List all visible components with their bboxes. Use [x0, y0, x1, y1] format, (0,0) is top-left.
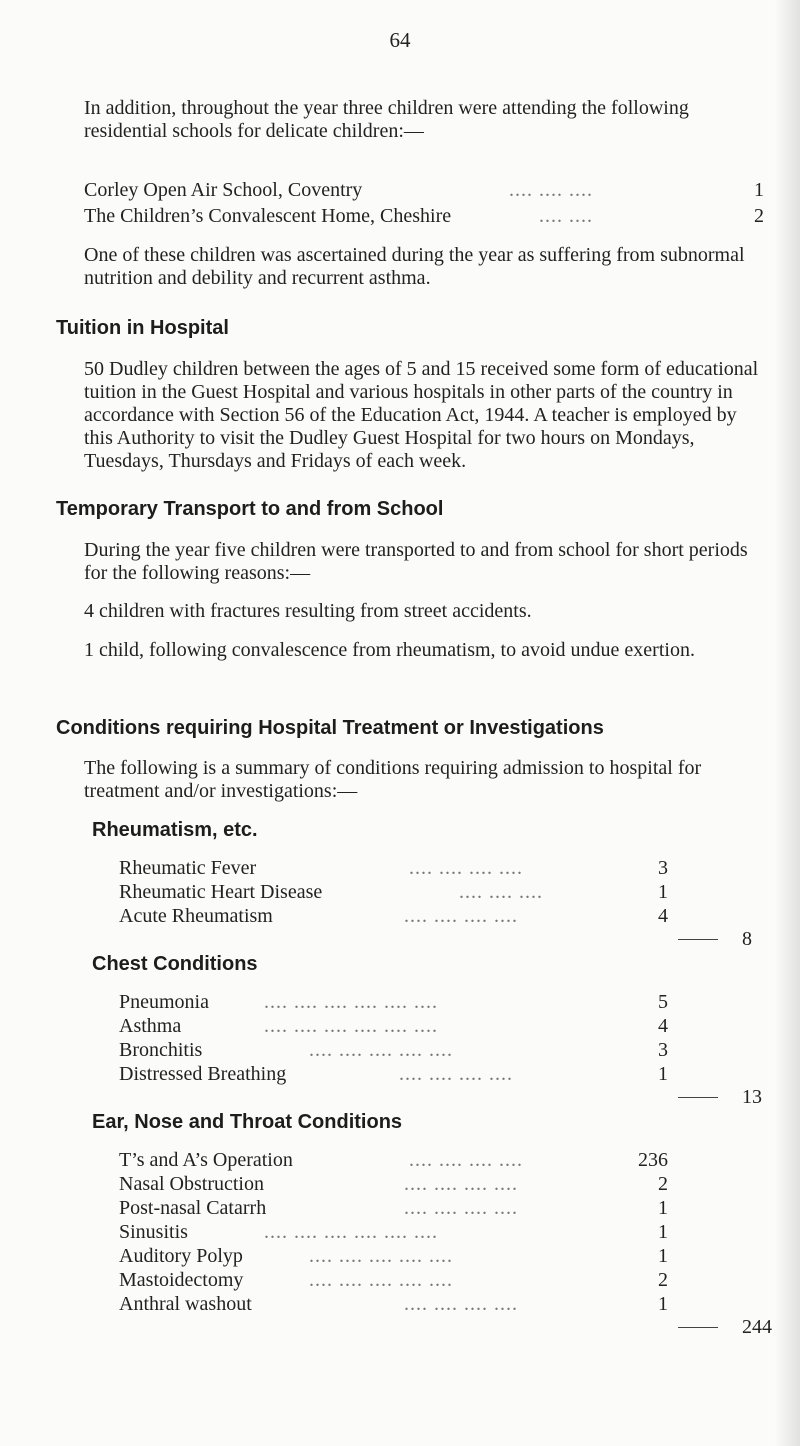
condition-label: T’s and A’s Operation [119, 1149, 293, 1171]
condition-count: 1 [658, 881, 668, 903]
tuition-paragraph [56, 358, 768, 473]
condition-label: Rheumatic Fever [119, 857, 257, 879]
condition-count: 4 [658, 1015, 668, 1037]
school-name: Corley Open Air School, Coventry [84, 179, 363, 201]
total-rule [678, 1097, 718, 1098]
condition-label: Pneumonia [119, 991, 209, 1013]
conditions-paragraph [56, 757, 768, 803]
school-name: The Children’s Convalescent Home, Cheshire [84, 205, 452, 227]
condition-count: 236 [638, 1149, 668, 1171]
leader-dots: .... .... .... .... .... [309, 1269, 453, 1291]
tuition-paragraph-text: 50 Dudley children between the ages of 5 and 15 received some form of educational tuition in the Guest Hospital and various hospitals in other parts of the country in accordance with Section 56 of the Education Act, 1944. A teacher is employed by this Authority to visit the Dudley Guest Hospital for two hours on Mondays, Tuesdays, Thursdays and Fridays of each week. [84, 358, 759, 472]
transport-reason [56, 600, 768, 623]
leader-dots: .... .... .... .... [399, 1063, 513, 1085]
condition-count: 1 [658, 1197, 668, 1219]
section-heading-tuition: Tuition in Hospital [56, 317, 229, 339]
group-total: 8 [742, 928, 752, 950]
section-heading-transport: Temporary Transport to and from School [56, 498, 444, 520]
transport-paragraph-text: During the year five children were transported to and from school for short periods for the following reasons:— [84, 539, 748, 584]
page-number: 64 [389, 28, 411, 52]
leader-dots: .... .... .... .... [404, 1293, 518, 1315]
group-title: Chest Conditions [92, 953, 258, 975]
transport-reason-text: 4 children with fractures resulting from street accidents. [84, 600, 532, 622]
school-count: 1 [754, 179, 764, 201]
condition-count: 5 [658, 991, 668, 1013]
condition-count: 1 [658, 1221, 668, 1243]
leader-dots: .... .... .... .... .... .... [264, 1015, 438, 1037]
total-rule [678, 1327, 718, 1328]
leader-dots: .... .... .... .... [409, 857, 523, 879]
condition-count: 2 [658, 1173, 668, 1195]
group-total: 244 [742, 1316, 772, 1338]
leader-dots: .... .... .... .... [404, 905, 518, 927]
leader-dots: .... .... .... .... .... [309, 1039, 453, 1061]
condition-label: Rheumatic Heart Disease [119, 881, 323, 903]
condition-count: 1 [658, 1063, 668, 1085]
condition-count: 4 [658, 905, 668, 927]
intro-paragraph-text: In addition, throughout the year three children were attending the following residential schools for delicate children:— [84, 97, 689, 142]
conditions-paragraph-text: The following is a summary of conditions requiring admission to hospital for treatment and/or investigations:— [84, 757, 702, 802]
transport-reason [56, 639, 768, 662]
intro-note-text: One of these children was ascertained during the year as suffering from subnormal nutrition and debility and recurrent asthma. [84, 244, 745, 289]
page-edge-shadow [774, 0, 800, 1446]
condition-label: Asthma [119, 1015, 182, 1037]
condition-label: Auditory Polyp [119, 1245, 243, 1267]
intro-note [56, 244, 768, 290]
condition-count: 1 [658, 1293, 668, 1315]
leader-dots: .... .... .... .... [404, 1173, 518, 1195]
transport-reason-text: 1 child, following convalescence from rheumatism, to avoid undue exertion. [84, 639, 695, 661]
condition-label: Nasal Obstruction [119, 1173, 264, 1195]
leader-dots: .... .... .... .... .... .... [264, 991, 438, 1013]
condition-count: 3 [658, 1039, 668, 1061]
leader-dots: .... .... .... [459, 881, 543, 903]
leader-dots: .... .... .... .... .... [309, 1245, 453, 1267]
leader-dots: .... .... .... .... .... .... [264, 1221, 438, 1243]
section-heading-conditions: Conditions requiring Hospital Treatment or Investigations [56, 717, 604, 739]
condition-count: 2 [658, 1269, 668, 1291]
school-count: 2 [754, 205, 764, 227]
intro-paragraph [56, 97, 768, 143]
transport-paragraph [56, 539, 768, 585]
leader-dots: .... .... .... [509, 179, 593, 201]
condition-label: Post-nasal Catarrh [119, 1197, 267, 1219]
condition-label: Mastoidectomy [119, 1269, 244, 1291]
leader-dots: .... .... .... .... [404, 1197, 518, 1219]
leader-dots: .... .... .... .... [409, 1149, 523, 1171]
condition-label: Distressed Breathing [119, 1063, 287, 1085]
condition-label: Bronchitis [119, 1039, 203, 1061]
group-title: Rheumatism, etc. [92, 819, 258, 841]
condition-label: Anthral washout [119, 1293, 252, 1315]
condition-count: 3 [658, 857, 668, 879]
leader-dots: .... .... [539, 205, 593, 227]
group-title: Ear, Nose and Throat Conditions [92, 1111, 403, 1133]
group-total: 13 [742, 1086, 762, 1108]
condition-label: Sinusitis [119, 1221, 188, 1243]
condition-count: 1 [658, 1245, 668, 1267]
condition-label: Acute Rheumatism [119, 905, 273, 927]
